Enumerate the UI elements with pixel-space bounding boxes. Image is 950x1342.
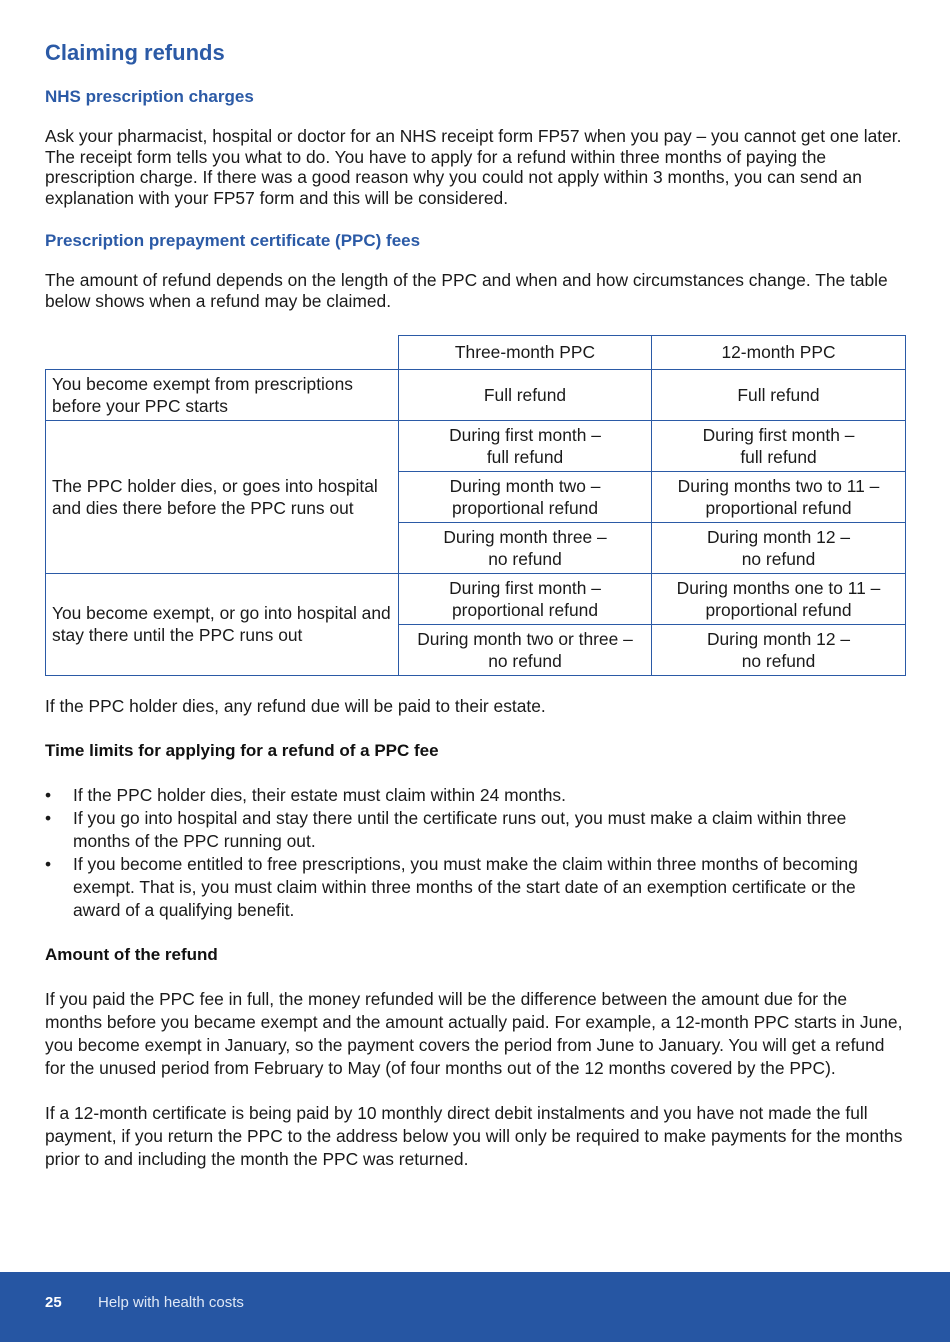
header-twelve-month: 12-month PPC bbox=[652, 335, 906, 369]
cell-line: During month three – bbox=[443, 526, 607, 547]
time-limits-list bbox=[45, 784, 905, 922]
page-content bbox=[45, 38, 905, 1171]
amount-heading: Amount of the refund bbox=[45, 945, 218, 965]
bullet-icon: • bbox=[45, 785, 52, 806]
cell-line: During first month – bbox=[449, 424, 601, 445]
page-number: 25 bbox=[45, 1294, 62, 1311]
cell-three-month: Full refund bbox=[399, 369, 652, 420]
cell-line: proportional refund bbox=[452, 599, 598, 620]
table-header-row bbox=[46, 335, 906, 369]
cell-line: During month two – bbox=[449, 475, 601, 496]
cell-line: During month 12 – bbox=[706, 628, 851, 649]
header-three-month: Three-month PPC bbox=[399, 335, 652, 369]
page-footer bbox=[0, 1272, 950, 1342]
cell-line: proportional refund bbox=[705, 599, 852, 620]
cell-line: During first month – bbox=[702, 424, 855, 445]
cell-line: During months one to 11 – bbox=[676, 577, 881, 598]
list-item bbox=[45, 853, 905, 922]
table-row bbox=[46, 369, 906, 420]
cell-line: no refund bbox=[488, 548, 562, 569]
page-title: Claiming refunds bbox=[45, 40, 225, 65]
cell-twelve-month bbox=[652, 420, 906, 471]
nhs-body: Ask your pharmacist, hospital or doctor for an NHS receipt form FP57 when you pay – you cannot get one later. The receipt form tells you what to do. You have to apply for a refund within three months of paying the prescription charge. If there was a good reason why you could not apply within 3 months, you can send an explanation with your FP57 form and this will be considered. bbox=[45, 126, 902, 208]
time-limits-heading: Time limits for applying for a refund of a PPC fee bbox=[45, 741, 439, 761]
cell-line: During first month – bbox=[449, 577, 601, 598]
row-label-become-exempt: You become exempt, or go into hospital and stay there until the PPC runs out bbox=[46, 573, 399, 675]
table-corner-cell bbox=[46, 335, 399, 369]
cell-line: no refund bbox=[488, 650, 562, 671]
list-item bbox=[45, 784, 905, 807]
cell-twelve-month: Full refund bbox=[652, 369, 906, 420]
cell-line: During month 12 – bbox=[706, 526, 851, 547]
list-item-text: If you become entitled to free prescriptions, you must make the claim within three months of becoming exempt. That is, you must claim within three months of the start date of an exemption certificate or the award of a qualifying benefit. bbox=[73, 854, 858, 921]
cell-line: no refund bbox=[741, 650, 816, 671]
cell-line: no refund bbox=[741, 548, 816, 569]
cell-three-month bbox=[399, 522, 652, 573]
cell-three-month bbox=[399, 420, 652, 471]
cell-three-month bbox=[399, 624, 652, 675]
row-label-holder-dies: The PPC holder dies, or goes into hospital and dies there before the PPC runs out bbox=[46, 420, 399, 573]
list-item-text: If you go into hospital and stay there until the certificate runs out, you must make a claim within three months of the PPC running out. bbox=[73, 808, 847, 852]
estate-note: If the PPC holder dies, any refund due will be paid to their estate. bbox=[45, 695, 546, 716]
bullet-icon: • bbox=[45, 808, 52, 829]
ppc-body: The amount of refund depends on the length of the PPC and when and how circumstances change. The table below shows when a refund may be claimed. bbox=[45, 270, 888, 311]
refund-table bbox=[45, 335, 906, 676]
amount-paragraph-2: If a 12-month certificate is being paid by 10 monthly direct debit instalments and you have not made the full payment, if you return the PPC to the address below you will only be required to make payments for the months prior to and including the month the PPC was returned. bbox=[45, 1103, 903, 1170]
cell-line: proportional refund bbox=[705, 497, 852, 518]
cell-line: full refund bbox=[486, 446, 564, 467]
cell-line: full refund bbox=[740, 446, 817, 467]
table-row bbox=[46, 420, 906, 471]
table-row bbox=[46, 573, 906, 624]
row-label-exempt-before-start: You become exempt from prescriptions before your PPC starts bbox=[46, 369, 399, 420]
cell-line: During month two or three – bbox=[417, 628, 633, 649]
cell-line: During months two to 11 – bbox=[677, 475, 880, 496]
cell-line: proportional refund bbox=[452, 497, 598, 518]
cell-twelve-month bbox=[652, 624, 906, 675]
amount-paragraph-1: If you paid the PPC fee in full, the money refunded will be the difference between the amount due for the months before you became exempt and the amount actually paid. For example, a 12-month PPC starts in June, you become exempt in January, so the payment covers the period from June to January. You will get a refund for the unused period from February to May (of four months out of the 12 months covered by the PPC). bbox=[45, 989, 903, 1079]
bullet-icon: • bbox=[45, 854, 52, 875]
cell-twelve-month bbox=[652, 573, 906, 624]
list-item bbox=[45, 807, 905, 853]
section-heading-ppc: Prescription prepayment certificate (PPC) fees bbox=[45, 231, 421, 251]
section-heading-nhs: NHS prescription charges bbox=[45, 87, 254, 106]
footer-title: Help with health costs bbox=[98, 1294, 244, 1311]
cell-three-month bbox=[399, 471, 652, 522]
list-item-text: If the PPC holder dies, their estate must claim within 24 months. bbox=[73, 785, 566, 806]
cell-twelve-month bbox=[652, 471, 906, 522]
cell-twelve-month bbox=[652, 522, 906, 573]
cell-three-month bbox=[399, 573, 652, 624]
